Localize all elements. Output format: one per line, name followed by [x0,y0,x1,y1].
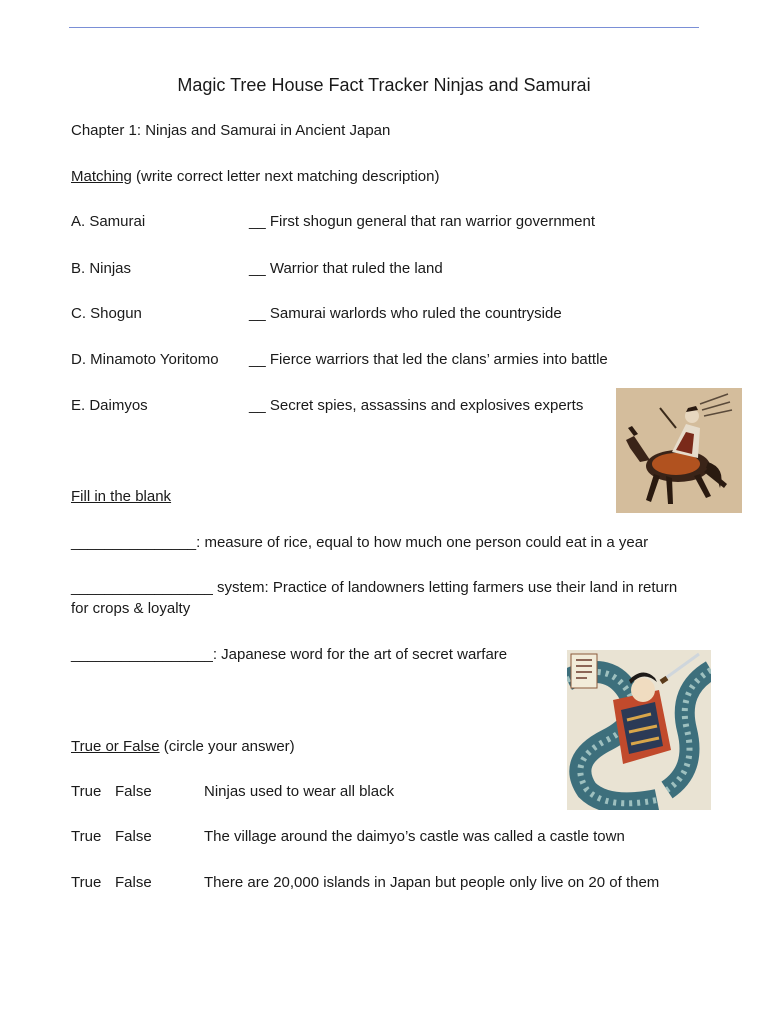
false-option: False [115,874,152,891]
matching-heading-line [71,168,440,186]
matching-term: E. Daimyos [71,397,148,414]
matching-term: C. Shogun [71,305,142,322]
true-false-statement: The village around the daimyo’s castle was called a castle town [204,828,625,845]
samurai-horse-illustration [616,388,742,513]
matching-term: B. Ninjas [71,260,132,277]
fill-blank-item: _________________: Japanese word for the art of secret warfare [71,646,508,663]
matching-heading: Matching [71,168,132,185]
matching-term: D. Minamoto Yoritomo [71,351,219,368]
fill-blank-item: _________________ system: Practice of landowners letting farmers use their land in return [71,579,678,596]
matching-description: __ First shogun general that ran warrior government [249,213,596,230]
warrior-serpent-image [567,650,711,810]
false-option: False [115,783,152,800]
false-option: False [115,828,152,845]
true-option: True [71,783,102,800]
true-false-statement: There are 20,000 islands in Japan but people only live on 20 of them [204,874,660,891]
true-false-heading: True or False [71,738,160,755]
page-title: Magic Tree House Fact Tracker Ninjas and Samurai [177,75,591,95]
warrior-serpent-illustration [567,650,711,810]
matching-term: A. Samurai [71,213,146,230]
true-false-instruction: (circle your answer) [159,738,295,755]
matching-description: __ Warrior that ruled the land [249,260,443,277]
matching-description: __ Samurai warlords who ruled the countryside [249,305,562,322]
true-false-heading-line [71,738,295,756]
matching-instruction: (write correct letter next matching description) [131,168,440,185]
matching-description: __ Fierce warriors that led the clans’ armies into battle [249,351,608,368]
fill-blank-heading: Fill in the blank [71,488,172,505]
true-option: True [71,828,102,845]
header-rule [69,27,699,28]
chapter-heading: Chapter 1: Ninjas and Samurai in Ancient Japan [71,122,391,139]
fill-blank-item: _______________: measure of rice, equal to how much one person could eat in a year [71,534,649,551]
samurai-horse-image [616,388,742,513]
true-option: True [71,874,102,891]
true-false-statement: Ninjas used to wear all black [204,783,395,800]
matching-description: __ Secret spies, assassins and explosives experts [249,397,584,414]
fill-blank-item-continuation: for crops & loyalty [71,600,191,617]
